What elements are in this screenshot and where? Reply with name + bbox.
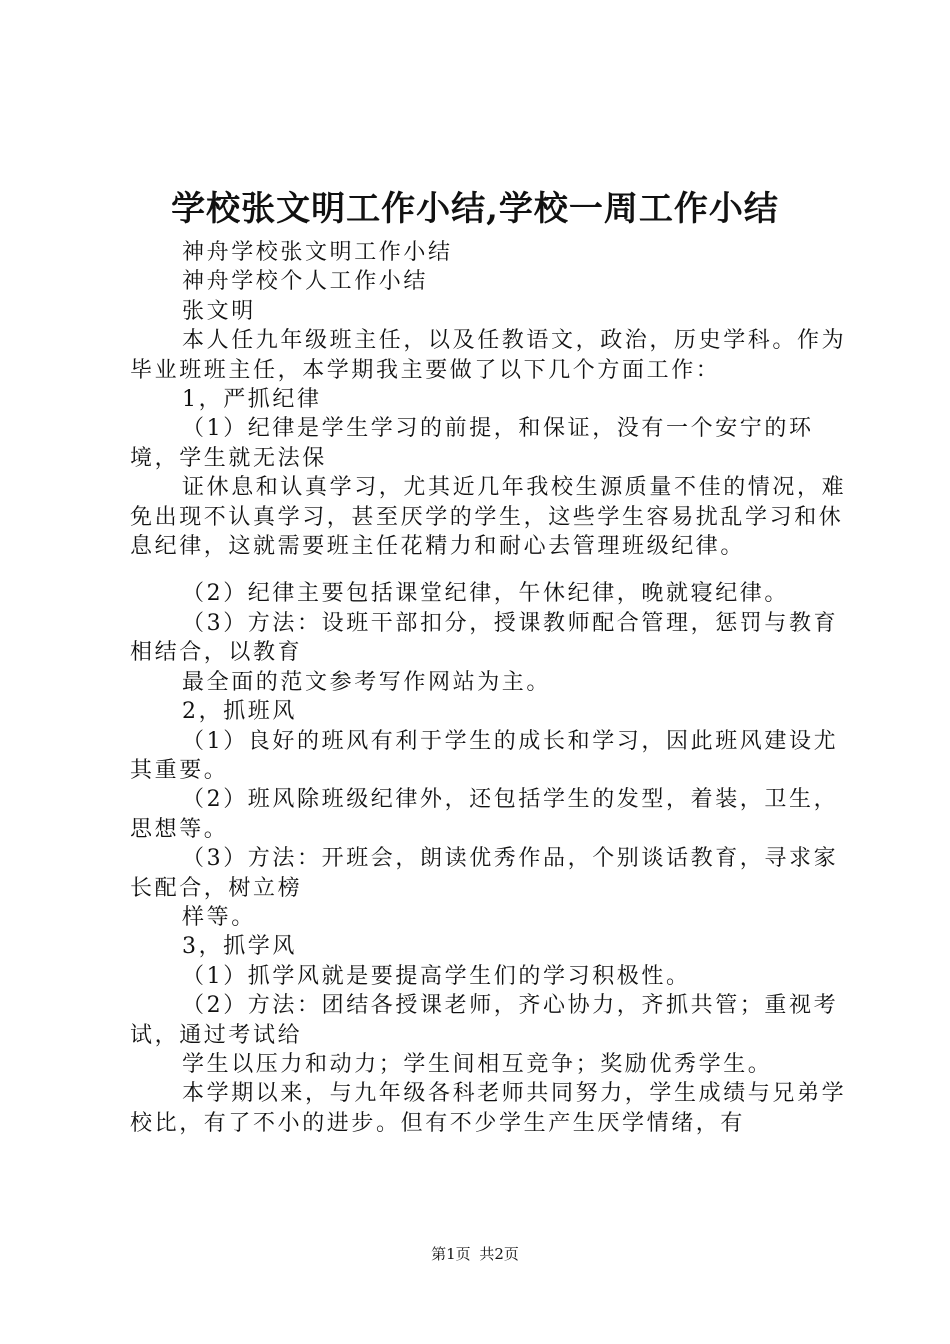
paragraph-17: （1）抓学风就是要提高学生们的学习积极性。 <box>182 963 691 989</box>
paragraph-19: 学生以压力和动力；学生间相互竞争；奖励优秀学生。 <box>182 1051 773 1077</box>
paragraph-5: 1，严抓纪律 <box>182 387 322 413</box>
paragraph-gap <box>130 561 850 579</box>
page-number: 第1页 <box>431 1245 471 1263</box>
paragraph-9: （3）方法：设班干部扣分，授课教师配合管理，惩罚与教育相结合，以教育 <box>130 610 839 666</box>
paragraph-16: 3，抓学风 <box>182 934 297 960</box>
paragraph-7: 证休息和认真学习，尤其近几年我校生源质量不佳的情况，难免出现不认真学习，甚至厌学的学生，这些学生容易扰乱学习和休息纪律，这就需要班主任花精力和耐心去管理班级纪律。 <box>130 475 847 560</box>
paragraph-8: （2）纪律主要包括课堂纪律，午休纪律，晚就寝纪律。 <box>182 581 789 607</box>
paragraph-20: 本学期以来，与九年级各科老师共同努力，学生成绩与兄弟学校比，有了不小的进步。但有不少学生产生厌学情绪，有 <box>130 1081 847 1136</box>
paragraph-6: （1）纪律是学生学习的前提，和保证，没有一个安宁的环境，学生就无法保 <box>130 416 814 471</box>
document-title: 学校张文明工作小结,学校一周工作小结 <box>171 189 779 229</box>
paragraph-4: 本人任九年级班主任，以及任教语文，政治，历史学科。作为毕业班班主任，本学期我主要做了以下几个方面工作： <box>130 328 847 383</box>
paragraph-12: （1）良好的班风有利于学生的成长和学习，因此班风建设尤其重要。 <box>130 728 839 783</box>
paragraph-2: 神舟学校个人工作小结 <box>182 269 429 295</box>
paragraph-3: 张文明 <box>182 298 256 324</box>
paragraph-11: 2，抓班风 <box>182 699 297 725</box>
paragraph-18: （2）方法：团结各授课老师，齐心协力，齐抓共管；重视考试，通过考试给 <box>130 993 839 1048</box>
page-footer <box>0 1244 950 1264</box>
document-body <box>130 238 850 1138</box>
paragraph-1: 神舟学校张文明工作小结 <box>182 240 453 265</box>
paragraph-10: 最全面的范文参考写作网站为主。 <box>182 669 552 695</box>
paragraph-14: （3）方法：开班会，朗读优秀作品，个别谈话教育，寻求家长配合，树立榜 <box>130 846 839 901</box>
paragraph-15: 样等。 <box>182 904 256 930</box>
page-total: 共2页 <box>479 1245 519 1263</box>
paragraph-13: （2）班风除班级纪律外，还包括学生的发型，着装，卫生，思想等。 <box>130 787 839 842</box>
